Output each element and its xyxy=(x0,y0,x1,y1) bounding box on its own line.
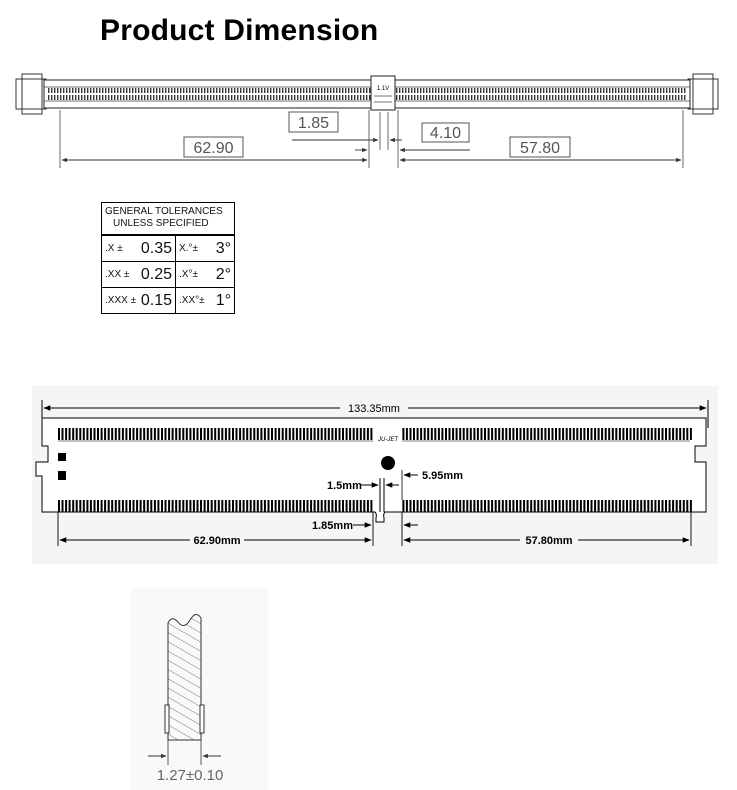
linear-key: .XXX ± xyxy=(105,295,137,306)
dim-left-text: 62.90 xyxy=(193,140,234,157)
tolerance-header-line1: GENERAL TOLERANCES xyxy=(105,206,223,217)
angular-value: 1° xyxy=(215,291,231,309)
tolerance-row xyxy=(102,235,234,261)
marker-square-1 xyxy=(58,453,66,461)
dim-right-text: 57.80 xyxy=(519,140,561,157)
thickness-text: 1.27±0.10 xyxy=(156,767,224,784)
marker-square-2 xyxy=(58,471,66,480)
brand-text: JU-JET xyxy=(378,437,398,443)
angular-key: .X°± xyxy=(179,269,198,280)
tolerance-row xyxy=(102,261,234,287)
angular-value: 2° xyxy=(215,265,231,283)
tolerance-header xyxy=(102,203,234,235)
angular-value: 3° xyxy=(215,239,231,257)
right-length-text: 57.80mm xyxy=(525,535,573,547)
linear-value: 0.35 xyxy=(140,239,172,257)
dim-key-text: 4.10 xyxy=(429,125,462,142)
slot-width-text: 1.5mm xyxy=(327,480,362,492)
key-gap-text: 1.85mm xyxy=(312,520,353,532)
angular-key: .XX°± xyxy=(179,295,205,306)
dimension-4-10 xyxy=(355,123,470,150)
dim-gap-text: 1.85 xyxy=(297,115,330,132)
connector-body xyxy=(44,80,690,108)
linear-key: .XX ± xyxy=(105,269,130,280)
page-title: Product Dimension xyxy=(100,14,379,47)
key-offset-text: 5.95mm xyxy=(422,470,463,482)
tolerance-header-line2: UNLESS SPECIFIED xyxy=(113,218,209,229)
mounting-hole xyxy=(381,456,395,470)
linear-value: 0.15 xyxy=(140,291,172,309)
key-block xyxy=(371,76,395,110)
thickness-view xyxy=(130,588,268,790)
tolerance-row xyxy=(102,287,234,313)
left-length-text: 62.90mm xyxy=(193,535,241,547)
pcb-cross-section xyxy=(168,614,201,740)
dimension-1-85 xyxy=(289,112,402,140)
tolerance-table xyxy=(101,202,235,314)
connector-top-view xyxy=(16,74,718,114)
linear-value: 0.25 xyxy=(140,265,172,283)
linear-key: .X ± xyxy=(105,243,123,254)
top-extension-lines xyxy=(60,110,683,168)
angular-key: X.°± xyxy=(179,243,198,254)
total-length-text: 133.35mm xyxy=(348,403,400,415)
key-label: 1.1V xyxy=(376,86,390,92)
